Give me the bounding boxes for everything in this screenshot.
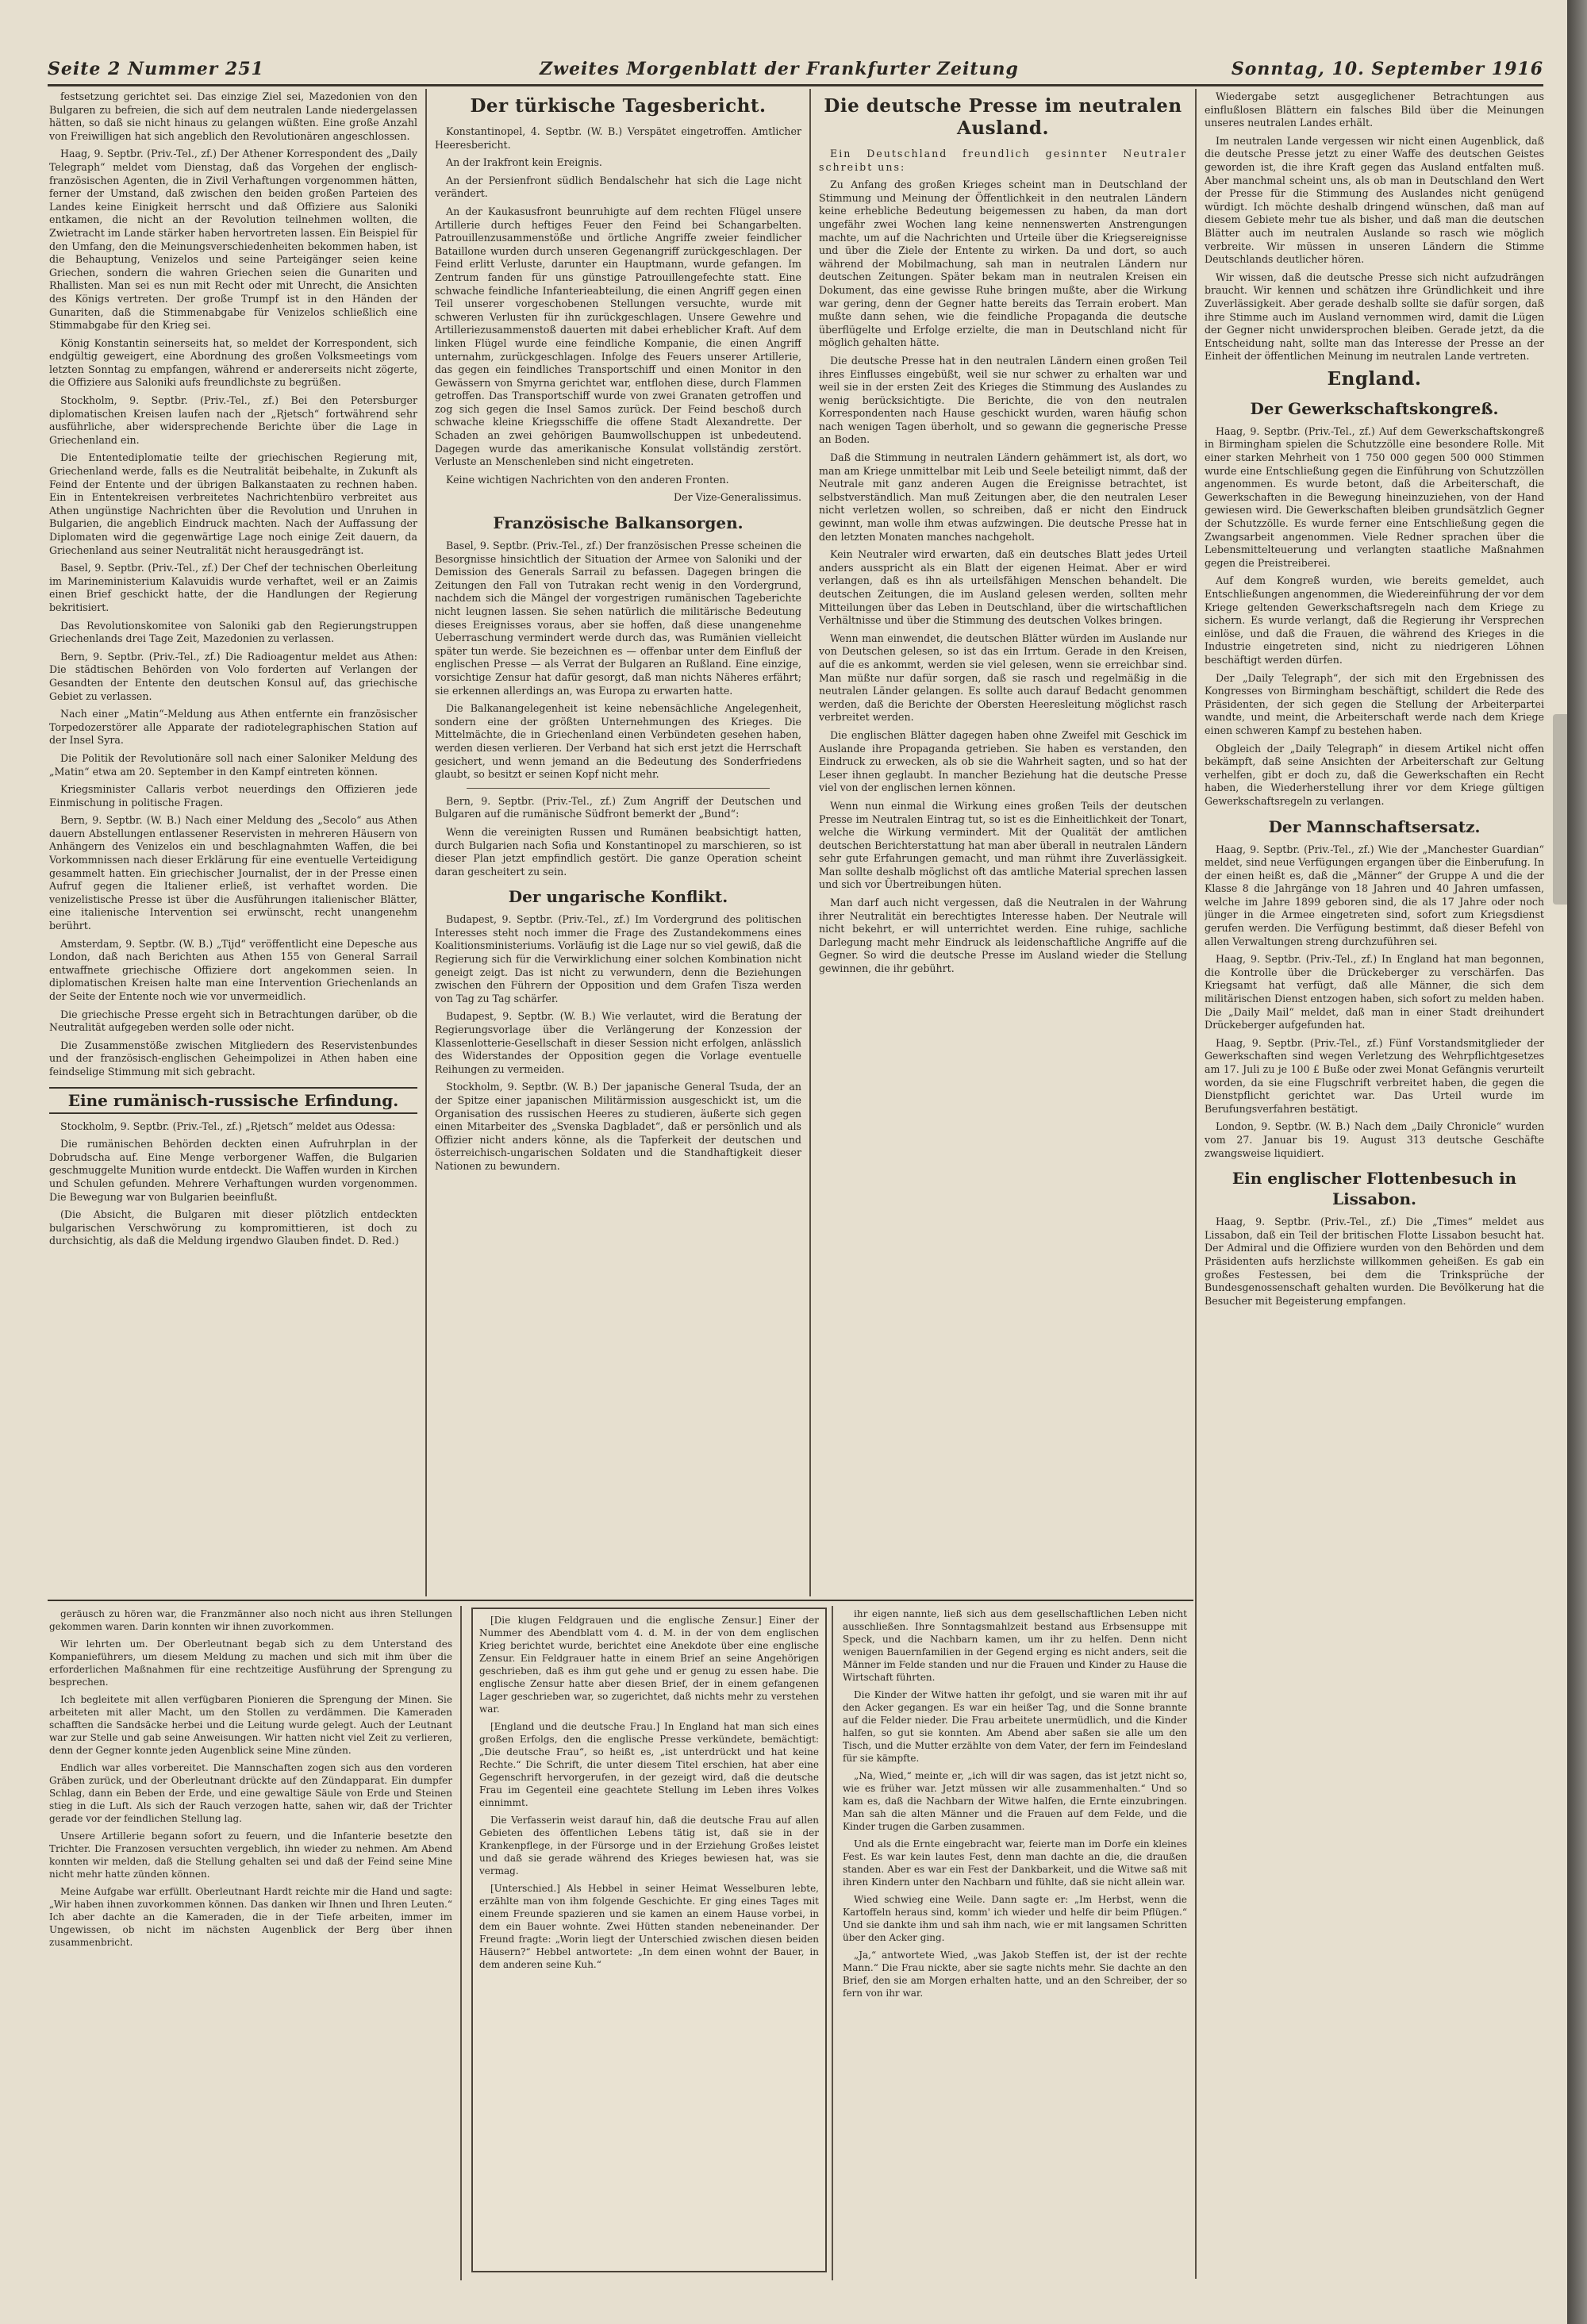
headline-hungarian-conflict: Der ungarische Konflikt.	[508, 887, 728, 907]
headline-french-balkan-worries: Französische Balkansorgen.	[493, 513, 744, 533]
col3-paragraph: Ein Deutschland freundlich gesinnter Neutraler schreibt uns:	[819, 148, 1187, 173]
separator	[467, 788, 770, 789]
col2-paragraph: Der Vize-Generalissimus.	[674, 491, 801, 504]
col2-paragraph: Konstantinopel, 4. Septbr. (W. B.) Verspätet eingetroffen. Amtlicher Heeresbericht.	[435, 125, 801, 151]
headline-german-press-abroad: Die deutsche Presse im neutralen Ausland.	[824, 95, 1182, 139]
feuilleton-paragraph: „Ja,“ antwortete Wied, „was Jakob Steffen ist, der ist der rechte Mann.“ Die Frau nickte, aber sie sagte nichts mehr. Sie dachte an den Brief, den sie am Morgen erhalten hatte, und an den Schreiber, der so fern von ihr war.	[843, 1949, 1187, 1999]
feuilleton-paragraph: Wied schwieg eine Weile. Dann sagte er: „Im Herbst, wenn die Kartoffeln heraus sind, komm' ich wieder und helfe dir beim Pflügen.“ Und sie dankte ihm und sah ihm nach, wie er mit langsamen Schritten über den Acker ging.	[843, 1894, 1187, 1943]
col2-paragraph: An der Kaukasusfront beunruhigte auf dem rechten Flügel unsere Artillerie durch heftiges Feuer den Feind bei Schangarbelten. Patrouillenzusammenstöße und örtliche Angriffe zweier feindlicher Bataillone wurden durch unseren Gegenangriff zurückgeschlagen. Der Feind erlitt Verluste, darunter ein Hauptmann, wurde gefangen. Im Zentrum fanden für uns günstige Patrouillengefechte statt. Eine schwache feindliche Infanterieabteilung, die einen Angriff gegen einen Teil unserer vorgeschobenen Stellungen versuchte, wurde mit schweren Verlusten für ihn zurückgeschlagen. Unsere Gewehre und Artilleriezusammenstoß dauerten mit dabei erheblicher Kraft. Auf dem linken Flügel wurde eine feindliche Kompanie, die einen Angriff unternahm, zurückgeschlagen. Infolge des Feuers unserer Artillerie, das gegen ein feindliches Transportschiff und einen Monitor in den Gewässern von Smyrna gerichtet war, entflohen diese, durch Flammen getroffen. Das Transportschiff wurde von zwei Granaten getroffen und zog sich gegen die Insel Samos zurück. Der Feind beschoß durch schwache kleine Kriegsschiffe die offene Stadt Alexandrette. Der Schaden an zwei gehörigen Baumwollschuppen ist unbedeutend. Dagegen wurde das amerikanische Konsulat vollständig zerstört. Verluste an Menschenleben sind nicht eingetreten.	[435, 205, 801, 468]
feuilleton-paragraph: Und als die Ernte eingebracht war, feierte man im Dorfe ein kleines Fest. Es war kein lautes Fest, denn man dachte an die, die draußen standen. Aber es war ein Fest der Dankbarkeit, und die Witwe saß mit ihren Kindern unter den Nachbarn und fühlte, daß sie nicht allein war.	[843, 1838, 1187, 1888]
col3-paragraph: Kein Neutraler wird erwarten, daß ein deutsches Blatt jedes Urteil anders ausspricht als ein Blatt der eigenen Heimat. Aber er wird verlangen, daß es ihn als urteilsfähigen Menschen behandelt. Die deutschen Zeitungen, die im Ausland gelesen werden, sollten mehr Mitteilungen über das Leben in Deutschland, über die wirtschaftlichen Verhältnisse und über die Stimmung des deutschen Volkes bringen.	[819, 548, 1187, 627]
col1-paragraph: Basel, 9. Septbr. (Priv.-Tel., zf.) Der Chef der technischen Oberleitung im Marineministerium Kalavuidis wurde verhaftet, weil er an Zaimis einen Brief geschickt hatte, der die Handlungen der Regierung bekritisiert.	[49, 562, 417, 613]
column-2	[435, 90, 801, 1595]
feuilleton-paragraph: Wir lehrten um. Der Oberleutnant begab sich zu dem Unterstand des Kompanieführers, um diesem Meldung zu machen und sich mit ihm über die erforderlichen Maßnahmen für eine rechtzeitige Ausführung der Sprengung zu besprechen.	[49, 1638, 452, 1688]
column-1	[49, 90, 417, 1595]
feuilleton-paragraph: [Unterschied.] Als Hebbel in seiner Heimat Wesselburen lebte, erzählte man von ihm folgende Geschichte. Er ging eines Tages mit einem Freunde spazieren und sie kamen an einem Hause vorbei, in dem ein Bauer wohnte. Zwei Hütten standen nebeneinander. Der Freund fragte: „Worin liegt der Unterschied zwischen diesen beiden Häusern?“ Hebbel antwortete: „In dem einen wohnt der Bauer, in dem anderen seine Kuh.“	[479, 1883, 819, 1970]
col4-paragraph: Haag, 9. Septbr. (Priv.-Tel., zf.) Fünf Vorstandsmitglieder der Gewerkschaften sind wegen Verletzung des Wehrpflichtgesetzes am 17. Juli zu je 100 £ Buße oder zwei Monat Gefängnis verurteilt worden, da sie eine Flugschrift verbreitet haben, die gegen die Dienstpflicht gerichtet war. Das Urteil wurde im Berufungsverfahren bestätigt.	[1205, 1036, 1544, 1115]
feuilleton-paragraph: Endlich war alles vorbereitet. Die Mannschaften zogen sich aus den vorderen Gräben zurück, und der Oberleutnant drückte auf den Zündapparat. Ein dumpfer Schlag, dann ein Beben der Erde, und eine gewaltige Säule von Erde und Steinen stieg in die Luft. Als sich der Rauch verzogen hatte, sahen wir, daß der Trichter gerade vor der feindlichen Stellung lag.	[49, 1762, 452, 1824]
feuilleton-column-3	[843, 1608, 1187, 2274]
col4-paragraph: Haag, 9. Septbr. (Priv.-Tel., zf.) Auf dem Gewerkschaftskongreß in Birmingham spielen die Schutzzölle eine besondere Rolle. Mit einer starken Mehrheit von 1 750 000 gegen 500 000 Stimmen wurde eine Entschließung gegen die Einführung von Schutzzöllen angenommen. Es wurde betont, daß die Arbeiterschaft, die Gewerkschaften in die Bewegung hineinzuziehen, von der Hand gewiesen wird. Die Gewerkschaften bleiben grundsätzlich Gegner der Schutzzölle. Es wurde ferner eine Entschließung gegen die Zwangsarbeit angenommen. Viele Redner sprachen über die Lebensmittelteuerung und verlangten staatliche Maßnahmen gegen die Preistreiberei.	[1205, 424, 1544, 569]
feuilleton-paragraph: „Na, Wied,“ meinte er, „ich will dir was sagen, das ist jetzt nicht so, wie es früher war. Jetzt müssen wir alle zusammenhalten.“ Und so kam es, daß die Nachbarn der Witwe halfen, die Ernte einzubringen. Man sah die alten Männer und die Frauen auf dem Felde, und die Kinder trugen die Garben zusammen.	[843, 1770, 1187, 1832]
headline-rumanian-invention: Eine rumänisch-russische Erfindung.	[49, 1087, 417, 1114]
col3-paragraph: Die deutsche Presse hat in den neutralen Ländern einen großen Teil ihres Einflusses eingebüßt, weil sie nur schwer zu erhalten war und weil sie in der ersten Zeit des Krieges die Stimmung des Auslandes zu wenig berücksichtigte. Die Berichte, die von den neutralen Korrespondenten nach Hause geschickt wurden, waren häufig schon nach wenigen Tagen überholt, und so gewann die gegnerische Presse an Boden.	[819, 354, 1187, 446]
subhead-manpower-replacement: Der Mannschaftsersatz.	[1268, 816, 1481, 836]
column-divider-2	[809, 89, 811, 1596]
col2-paragraph: Budapest, 9. Septbr. (W. B.) Wie verlautet, wird die Beratung der Regierungsvorlage über die Verlängerung der Konzession der Klassenlotterie-Gesellschaft in dieser Session nicht erfolgen, anlässlich des Widerstandes der Opposition gegen die Vorlage eventuelle Reihungen zu vermeiden.	[435, 1010, 801, 1075]
col2-paragraph: Wenn die vereinigten Russen und Rumänen beabsichtigt hatten, durch Bulgarien nach Sofia und Konstantinopel zu marschieren, so ist dieser Plan jetzt empfindlich gestört. Die ganze Operation scheint daran gescheitert zu sein.	[435, 825, 801, 878]
column-3	[819, 90, 1187, 1595]
feuilleton-column-1	[49, 1608, 452, 2274]
col2-paragraph: Budapest, 9. Septbr. (Priv.-Tel., zf.) Im Vordergrund des politischen Interesses steht noch immer die Frage des Zustandekommens eines Koalitionsministeriums. Vorläufig ist die Lage nur so viel gewiß, daß die Regierung sich für die Verwirklichung einer solchen Kombination nicht geneigt zeigt. Das ist nicht zu verwundern, denn die Beziehungen zwischen den Führern der Opposition und dem Grafen Tisza werden von Tag zu Tag schärfer.	[435, 913, 801, 1005]
col2-paragraph: Keine wichtigen Nachrichten von den anderen Fronten.	[446, 473, 729, 486]
column-divider-3	[1195, 89, 1197, 2279]
headline-england: England.	[1327, 367, 1422, 390]
col1-paragraph: Bern, 9. Septbr. (Priv.-Tel., zf.) Die Radioagentur meldet aus Athen: Die städtischen Behörden von Volo forderten auf Verlangen der Gesandten der Entente den deutschen Konsul auf, das griechische Gebiet zu verlassen.	[49, 650, 417, 702]
col4-paragraph: London, 9. Septbr. (W. B.) Nach dem „Daily Chronicle“ wurden vom 27. Januar bis 19. August 313 deutsche Geschäfte zwangsweise liquidiert.	[1205, 1120, 1544, 1159]
col1-paragraph: Stockholm, 9. Septbr. (Priv.-Tel., zf.) „Rjetsch“ meldet aus Odessa:	[60, 1120, 396, 1132]
feuilleton-divider-1	[460, 1606, 462, 2280]
col1-paragraph: Die Politik der Revolutionäre soll nach einer Saloniker Meldung des „Matin“ etwa am 20. September in den Kampf eintreten können.	[49, 751, 417, 778]
header-rule	[48, 84, 1543, 86]
col2-paragraph: Basel, 9. Septbr. (Priv.-Tel., zf.) Der französischen Presse scheinen die Besorgnisse hinsichtlich der Situation der Armee von Saloniki und der Demission des Generals Sarrail zu befassen. Dagegen bringen die Zeitungen den Fall von Tutrakan recht wenig in den Vordergrund, nachdem sich die Mängel der vorgestrigen rumänischen Tageberichte nicht leugnen lassen. Sie sehen natürlich die militärische Bedeutung dieses Ereignisses voraus, aber sie hoffen, daß diese unangenehme Ueberraschung vermindert werde durch das, was Rumänien vielleicht später tun werde. Sie bezeichnen es — offenbar unter dem Einfluß der englischen Presse — als Verrat der Bulgaren an Rußland. Eine einzige, vorsichtige Zensur hat dafür gesorgt, daß man nichts Näheres erfährt; sie erkennen allerdings an, was Europa zu erwarten hatte.	[435, 540, 801, 697]
page-number-label: Seite 2 Nummer 251	[48, 59, 264, 79]
col1-paragraph: festsetzung gerichtet sei. Das einzige Ziel sei, Mazedonien von den Bulgaren zu befreien, die sich auf dem neutralen Lande niedergelassen hätten, so daß sie nicht hinaus zu gelangen wüßten. Eine große Anzahl von Freiwilligen hat sich angeblich den Revolutionären angeschlossen.	[49, 90, 417, 142]
feuilleton-paragraph: geräusch zu hören war, die Franzmänner also noch nicht aus ihren Stellungen gekommen waren. Darin konnten wir ihnen zuvorkommen.	[49, 1608, 452, 1632]
column-divider-1	[425, 89, 427, 1596]
col2-paragraph: An der Irakfront kein Ereignis.	[446, 156, 602, 169]
feuilleton-boxed-column	[471, 1608, 827, 2272]
page-tab	[1553, 714, 1567, 905]
col3-paragraph: Wenn nun einmal die Wirkung eines großen Teils der deutschen Presse im Neutralen Eintrag tut, so ist es die Einheitlichkeit der Tonart, welche die Wirkung vermindert. Mit der Qualität der amtlichen deutschen Berichterstattung hat man aber überall in neutralen Ländern sehr gute Erfahrungen gemacht, und man rühmt ihre Zuverlässigkeit. Man sollte deshalb möglichst oft das amtliche Material sprechen lassen und sich vor Übertreibungen hüten.	[819, 799, 1187, 891]
col1-paragraph: (Die Absicht, die Bulgaren mit dieser plötzlich entdeckten bulgarischen Verschwörung zu kompromittieren, ist doch zu durchsichtig, als daß die Meldung irgendwo Glauben findet. D. Red.)	[49, 1208, 417, 1247]
col1-paragraph: Amsterdam, 9. Septbr. (W. B.) „Tijd“ veröffentlicht eine Depesche aus London, daß nach Berichten aus Athen 155 von General Sarrail entwaffnete griechische Offiziere dort angekommen seien. In diplomatischen Kreisen halte man eine Intervention Griechenlands an der Seite der Entente noch wie vor unvermeidlich.	[49, 937, 417, 1002]
col1-paragraph: Die rumänischen Behörden deckten einen Aufruhrplan in der Dobrudscha auf. Eine Menge verborgener Waffen, die Bulgarien geschmuggelte Munition wurde entdeckt. Die Waffen wurden in Kirchen und Schulen gefunden. Mehrere Verhaftungen wurden vorgenommen. Die Bewegung war von Bulgarien beeinflußt.	[49, 1138, 417, 1203]
page-header	[48, 52, 1543, 84]
col1-paragraph: Das Revolutionskomitee von Saloniki gab den Regierungstruppen Griechenlands drei Tage Zeit, Mazedonien zu verlassen.	[49, 619, 417, 645]
col4-paragraph: Obgleich der „Daily Telegraph“ in diesem Artikel nicht offen bekämpft, daß seine Ansichten der Arbeiterschaft zur Geltung verhelfen, gibt er doch zu, daß die Gewerkschaften ein Recht haben, die Wiederherstellung ihrer vor dem Kriege gültigen Gewerkschaftsregeln zu verlangen.	[1205, 742, 1544, 807]
col1-paragraph: Die Zusammenstöße zwischen Mitgliedern des Reservistenbundes und der französisch-englischen Geheimpolizei in Athen haben eine feindselige Stimmung mit sich gebracht.	[49, 1039, 417, 1077]
col4-paragraph: Haag, 9. Septbr. (Priv.-Tel., zf.) In England hat man begonnen, die Kontrolle über die Drückeberger zu verschärfen. Das Kriegsamt hat verfügt, daß alle Männer, die sich dem militärischen Dienst entzogen haben, sich sofort zu melden haben. Die „Daily Mail“ meldet, daß man in einer Stadt dreihundert Drückeberger aufgefunden hat.	[1205, 953, 1544, 1031]
col1-paragraph: Bern, 9. Septbr. (W. B.) Nach einer Meldung des „Secolo“ aus Athen dauern Abstellungen entlassener Reservisten in mehreren Häusern von Anhängern des Venizelos ein und beschlagnahmten Waffen, die bei Vorkommnissen nach dieser Erklärung für eine eventuelle Verteidigung gesammelt hatten. Ein griechischer Journalist, der in der Presse einen Aufruf gegen die Italiener erließ, ist verhaftet worden. Die venizelistische Presse ist über die Ausführungen italienischer Blätter, eine italienische Intervention sei erwünscht, recht unangenehm berührt.	[49, 814, 417, 932]
feuilleton-paragraph: ihr eigen nannte, ließ sich aus dem gesellschaftlichen Leben nicht ausschließen. Ihre Sonntagsmahlzeit bestand aus Erbsensuppe mit Speck, und die Nachbarn kamen, um ihr zu helfen. Denn nicht wenigen Bauernfamilien in der Gegend erging es nicht anders, seit die Männer im Felde standen und nur die Frauen und Kinder zu Hause die Wirtschaft führten.	[843, 1608, 1187, 1683]
col4-paragraph: Haag, 9. Septbr. (Priv.-Tel., zf.) Wie der „Manchester Guardian“ meldet, sind neue Verfügungen ergangen über die Einberufung. In der einen heißt es, daß die „Männer“ der Gruppe A und die der Klasse 8 die Jahrgänge von 18 Jahren und 40 Jahren umfassen, welche im Jahre 1899 geboren sind, die als 17 Jahre oder noch jünger in die Armee eingetreten sind, sofort zum Kriegsdienst gerufen werden. Die Verfügung bestimmt, daß dieser Befehl von allen Verwaltungen streng durchzuführen sei.	[1205, 843, 1544, 947]
col2-paragraph: Die Balkanangelegenheit ist keine nebensächliche Angelegenheit, sondern eine der größten Unternehmungen des Krieges. Die Mittelmächte, die in Griechenland einen Verbündeten gesehen haben, werden diesen verlieren. Der Verband hat sich erst jetzt die Herrschaft gesichert, und wenn jemand an die Bedeutung des Sonderfriedens glaubt, so besitzt er seinen Kopf nicht mehr.	[435, 702, 801, 781]
subhead-trade-union-congress: Der Gewerkschaftskongreß.	[1250, 398, 1499, 418]
col3-paragraph: Wenn man einwendet, die deutschen Blätter würden im Auslande nur von Deutschen gelesen, so ist das ein Irrtum. Gerade in den Kreisen, auf die es ankommt, werden sie viel gelesen, wenn sie erreichbar sind. Man müßte nur dafür sorgen, daß sie rasch und regelmäßig in die neutralen Länder gelangen. Es sollte auch darauf Bedacht genommen werden, daß die Berichte der Obersten Heeresleitung möglichst rasch verbreitet werden.	[819, 632, 1187, 724]
col1-paragraph: Haag, 9. Septbr. (Priv.-Tel., zf.) Der Athener Korrespondent des „Daily Telegraph“ meldet vom Dienstag, daß das Vorgehen der englisch-französischen Agenten, die in Zivil Verhaftungen vorgenommen hätten, ferner der Umstand, daß zwischen den beiden großen Parteien des Landes keine Einigkeit herrscht und daß Offiziere aus Saloniki entkamen, die nicht an der Revolution teilnehmen wollten, die Zwietracht im Lande stärker haben hervortreten lassen. Ein Beispiel für den Umfang, den die Meinungsverschiedenheiten bekommen haben, ist die Behauptung, Venizelos und seine Parteigänger seien keine Griechen, sondern die wahren Griechen seien die Gunariten und Rhallisten. Man sei es nun mit Recht oder mit Unrecht, die Ansichten des Königs vertreten. Der große Trumpf ist in den Händen der Gunariten, daß die Stimmenabgabe für Venizelos schließlich eine Stimmabgabe für den Krieg sei.	[49, 148, 417, 332]
col2-paragraph: Stockholm, 9. Septbr. (W. B.) Der japanische General Tsuda, der an der Spitze einer japanischen Militärmission ausgeschickt ist, um die Organisation des russischen Heeres zu studieren, äußerte sich gegen einen Mitarbeiter des „Svenska Dagbladet“, daß er persönlich und als Offizier nicht anders könne, als die Tapferkeit der deutschen und österreichisch-ungarischen Soldaten und die Standhaftigkeit dieser Nationen zu bewundern.	[435, 1081, 801, 1172]
feuilleton-paragraph: Meine Aufgabe war erfüllt. Oberleutnant Hardt reichte mir die Hand und sagte: „Wir haben ihnen zuvorkommen können. Das danken wir Ihnen und Ihren Leuten.“ Ich aber dachte an die Kameraden, die in der Tiefe arbeiten, immer im Ungewissen, ob nicht im nächsten Augenblick der Berg über ihnen zusammenbricht.	[49, 1886, 452, 1948]
col4-paragraph: Auf dem Kongreß wurden, wie bereits gemeldet, auch Entschließungen angenommen, die Wiedereinführung der vor dem Kriege geltenden Gewerkschaftsregeln nach dem Kriege zu sichern. Es wurde verlangt, daß die Regierung ihr Versprechen einlöse, und daß die Frauen, die während des Krieges in die Industrie eingetreten sind, nicht zu niedrigeren Löhnen beschäftigt werden dürfen.	[1205, 574, 1544, 666]
column-4	[1205, 90, 1544, 2280]
feuilleton-paragraph: Die Kinder der Witwe hatten ihr gefolgt, und sie waren mit ihr auf den Acker gegangen. Es war ein heißer Tag, und die Sonne brannte auf die Felder nieder. Die Frau arbeitete unermüdlich, und die Kinder halfen, so gut sie konnten. Am Abend aber saßen sie alle um den Tisch, und die Mutter erzählte von dem Vater, der fern im Feindesland für sie kämpfte.	[843, 1689, 1187, 1764]
feuilleton-paragraph: [Die klugen Feldgrauen und die englische Zensur.] Einer der Nummer des Abendblatt vom 4. d. M. in der von dem englischen Krieg berichtet wurde, berichtet eine Anekdote über eine englische Zensur. Ein Feldgrauer hatte in einem Brief an seine Angehörigen geschrieben, daß es ihm gut gehe und er genug zu essen habe. Die englische Zensur hatte aber diesen Brief, der in einem gefangenen Lager geschrieben war, so zugerichtet, daß nichts mehr zu verstehen war.	[479, 1615, 819, 1715]
col2-paragraph: An der Persienfront südlich Bendalschehr hat sich die Lage nicht verändert.	[435, 174, 801, 200]
feuilleton-paragraph: Unsere Artillerie begann sofort zu feuern, und die Infanterie besetzte den Trichter. Die Franzosen versuchten vergeblich, ihn wieder zu nehmen. Am Abend konnten wir melden, daß die Stellung gehalten sei und daß der Feind seine Mine nicht mehr hatte zünden können.	[49, 1830, 452, 1880]
feuilleton-rule	[48, 1600, 1193, 1601]
col4-paragraph: Im neutralen Lande vergessen wir nicht einen Augenblick, daß die deutsche Presse jetzt zu einer Waffe des deutschen Geistes geworden ist, die ihre Kraft gegen das Ausland entfalten muß. Aber manchmal scheint uns, als ob man in Deutschland den Wert der Presse für die Stimmung des Auslandes nicht genügend würdigt. Ich möchte deshalb dringend wünschen, daß man auf diesem Gebiete mehr tue als bisher, und daß man die deutschen Blätter auch im neutralen Auslande so rasch wie möglich verbreite. Wir müssen in unseren Ländern die Stimme Deutschlands deutlicher hören.	[1205, 134, 1544, 266]
headline-turkish-report: Der türkische Tagesbericht.	[470, 95, 767, 117]
feuilleton-paragraph: Die Verfasserin weist darauf hin, daß die deutsche Frau auf allen Gebieten des öffentlichen Lebens tätig ist, daß sie in der Krankenpflege, in der Fürsorge und in der Erziehung Großes leistet und daß sie gerade während des Krieges bewiesen hat, was sie vermag.	[479, 1815, 819, 1876]
col1-paragraph: Stockholm, 9. Septbr. (Priv.-Tel., zf.) Bei den Petersburger diplomatischen Kreisen laufen nach der „Rjetsch“ fortwährend sehr ausführliche, aber widersprechende Berichte über die Lage in Griechenland ein.	[49, 394, 417, 446]
col3-paragraph: Daß die Stimmung in neutralen Ländern gehämmert ist, als dort, wo man am Kriege unmittelbar mit Leib und Seele beteiligt nimmt, daß der Neutrale mit ganz anderen Augen die Ereignisse betrachtet, ist selbstverständlich. Man muß Zeitungen aber, die den neutralen Leser nicht verletzen wollen, so schreiben, daß er nicht den Eindruck gewinnt, man wolle ihm etwas aufzwingen. Die deutsche Presse hat in den letzten Monaten manches nachgeholt.	[819, 451, 1187, 543]
col1-paragraph: Kriegsminister Callaris verbot neuerdings den Offizieren jede Einmischung in politische Fragen.	[49, 783, 417, 809]
col4-paragraph: Wir wissen, daß die deutsche Presse sich nicht aufzudrängen braucht. Wir kennen und schätzen ihre Gründlichkeit und ihre Zuverlässigkeit. Aber gerade deshalb sollte sie dafür sorgen, daß ihre Stimme auch im Ausland vernommen wird, damit die Lügen der Gegner nicht unwidersprochen bleiben. Gerade jetzt, da die Entscheidung naht, sollte man das Interesse der Presse an der Einheit der öffentlichen Meinung im neutralen Lande vertreten.	[1205, 271, 1544, 363]
col4-paragraph: Wiedergabe setzt ausgeglichener Betrachtungen aus einflußlosen Blättern ein falsches Bild über die Meinungen unseres neutralen Landes erhält.	[1205, 90, 1544, 129]
col3-paragraph: Zu Anfang des großen Krieges scheint man in Deutschland der Stimmung und Meinung der Öffentlichkeit in den neutralen Ländern keine erhebliche Bedeutung beigemessen zu haben, da man dort ungefähr zwei Wochen lang keine nennenswerten Anstrengungen machte, um auf die Nachrichten und Urteile über die Kriegsereignisse und über die Ziele der Entente zu wirken. Da und dort, so auch während der Mobilmachung, sah man in neutralen Ländern nur deutschen Zeitungen. Später bekam man in neutralen Kreisen ein Dokument, das eine gewisse Ruhe bringen mußte, aber die Wirkung war gering, denn der Gegner hatte bereits das Terrain erobert. Man mußte dann sehen, wie die feindliche Propaganda die deutsche überflügelte und Erfolge erzielte, die man in Deutschland nicht für möglich gehalten hätte.	[819, 179, 1187, 349]
col1-paragraph: Die Ententediplomatie teilte der griechischen Regierung mit, Griechenland werde, falls es die Neutralität beibehalte, in Zukunft als Feind der Entente und der übrigen Balkanstaaten zu rechnen haben. Ein in Ententekreisen verbreitetes Nachrichtenbüro verbreitet aus Athen ungünstige Nachrichten über die Revolution und Unruhen in Bulgarien, die angeblich Eindruck machten. Nach der Auffassung der Diplomaten wird die gegenwärtige Lage noch einige Zeit dauern, da Griechenland aus seiner Neutralität nicht herausgedrängt ist.	[49, 451, 417, 556]
col2-paragraph: Bern, 9. Septbr. (Priv.-Tel., zf.) Zum Angriff der Deutschen und Bulgaren auf die rumänische Südfront bemerkt der „Bund“:	[435, 794, 801, 820]
col1-paragraph: Die griechische Presse ergeht sich in Betrachtungen darüber, ob die Neutralität aufgegeben werden solle oder nicht.	[49, 1008, 417, 1034]
col4-paragraph: Haag, 9. Septbr. (Priv.-Tel., zf.) Die „Times“ meldet aus Lissabon, daß ein Teil der britischen Flotte Lissabon besucht hat. Der Admiral und die Offiziere wurden von den Behörden und dem Präsidenten aufs herzlichste willkommen geheißen. Es gab ein großes Festessen, bei dem die Trinksprüche der Bundesgenossenschaft gehalten wurden. Die Bevölkerung hat die Besucher mit Begeisterung empfangen.	[1205, 1216, 1544, 1307]
subhead-fleet-visit-lisbon: Ein englischer Flottenbesuch in Lissabon.	[1232, 1169, 1517, 1209]
col1-paragraph: Nach einer „Matin“-Meldung aus Athen entfernte ein französischer Torpedozerstörer alle Apparate der radiotelegraphischen Station auf der Insel Syra.	[49, 708, 417, 747]
feuilleton-divider-2	[832, 1606, 833, 2280]
feuilleton-paragraph: [England und die deutsche Frau.] In England hat man sich eines großen Erfolgs, den die englische Presse verkündete, bemächtigt: „Die deutsche Frau“, so heißt es, „ist unterdrückt und hat keine Rechte.“ Die Schrift, die unter diesem Titel erschien, hat aber eine Gegenschrift hervorgerufen, in der gezeigt wird, daß die deutsche Frau im Gegenteil eine geachtete Stellung im Leben ihres Volkes einnimmt.	[479, 1721, 819, 1808]
col3-paragraph: Man darf auch nicht vergessen, daß die Neutralen in der Wahrung ihrer Neutralität ein berechtigtes Interesse haben. Der Neutrale will nicht bekehrt, er will unterrichtet werden. Eine ruhige, sachliche Darlegung macht mehr Eindruck als leidenschaftliche Angriffe auf die Gegner. So wird die deutsche Presse im Ausland wieder die Stellung gewinnen, die ihr gebührt.	[819, 897, 1187, 975]
feuilleton-paragraph: Ich begleitete mit allen verfügbaren Pionieren die Sprengung der Minen. Sie arbeiteten mit aller Macht, um den Stollen zu verdämmen. Die Kameraden schafften die Sandsäcke herbei und die Leitung wurde gelegt. Auch der Leutnant war zur Stelle und gab seine Anweisungen. Wir hatten nicht viel Zeit zu verlieren, denn der Gegner konnte jeden Augenblick seine Mine zünden.	[49, 1694, 452, 1756]
col3-paragraph: Die englischen Blätter dagegen haben ohne Zweifel mit Geschick im Auslande ihre Propaganda getrieben. Sie haben es verstanden, den Eindruck zu erwecken, als ob sie die Wahrheit sagten, und so hat der Leser ihnen geglaubt. In mancher Beziehung hat die deutsche Presse viel von der englischen lernen können.	[819, 728, 1187, 794]
newspaper-title: Zweites Morgenblatt der Frankfurter Zeitung	[540, 59, 1019, 79]
issue-date: Sonntag, 10. September 1916	[1231, 59, 1543, 79]
col1-paragraph: König Konstantin seinerseits hat, so meldet der Korrespondent, sich endgültig geweigert, eine Abordnung des großen Volksmeetings vom letzten Sonntag zu empfangen, während er andererseits nicht zögerte, die Offiziere aus Saloniki aufs freundlichste zu begrüßen.	[49, 336, 417, 389]
col4-paragraph: Der „Daily Telegraph“, der sich mit den Ergebnissen des Kongresses von Birmingham beschäftigt, schildert die Rede des Präsidenten, der sich gegen die Stellung der Arbeiterpartei wandte, und meint, die Arbeiterschaft werde nach dem Kriege einen schweren Kampf zu bestehen haben.	[1205, 671, 1544, 736]
scan-edge	[1567, 0, 1587, 2324]
